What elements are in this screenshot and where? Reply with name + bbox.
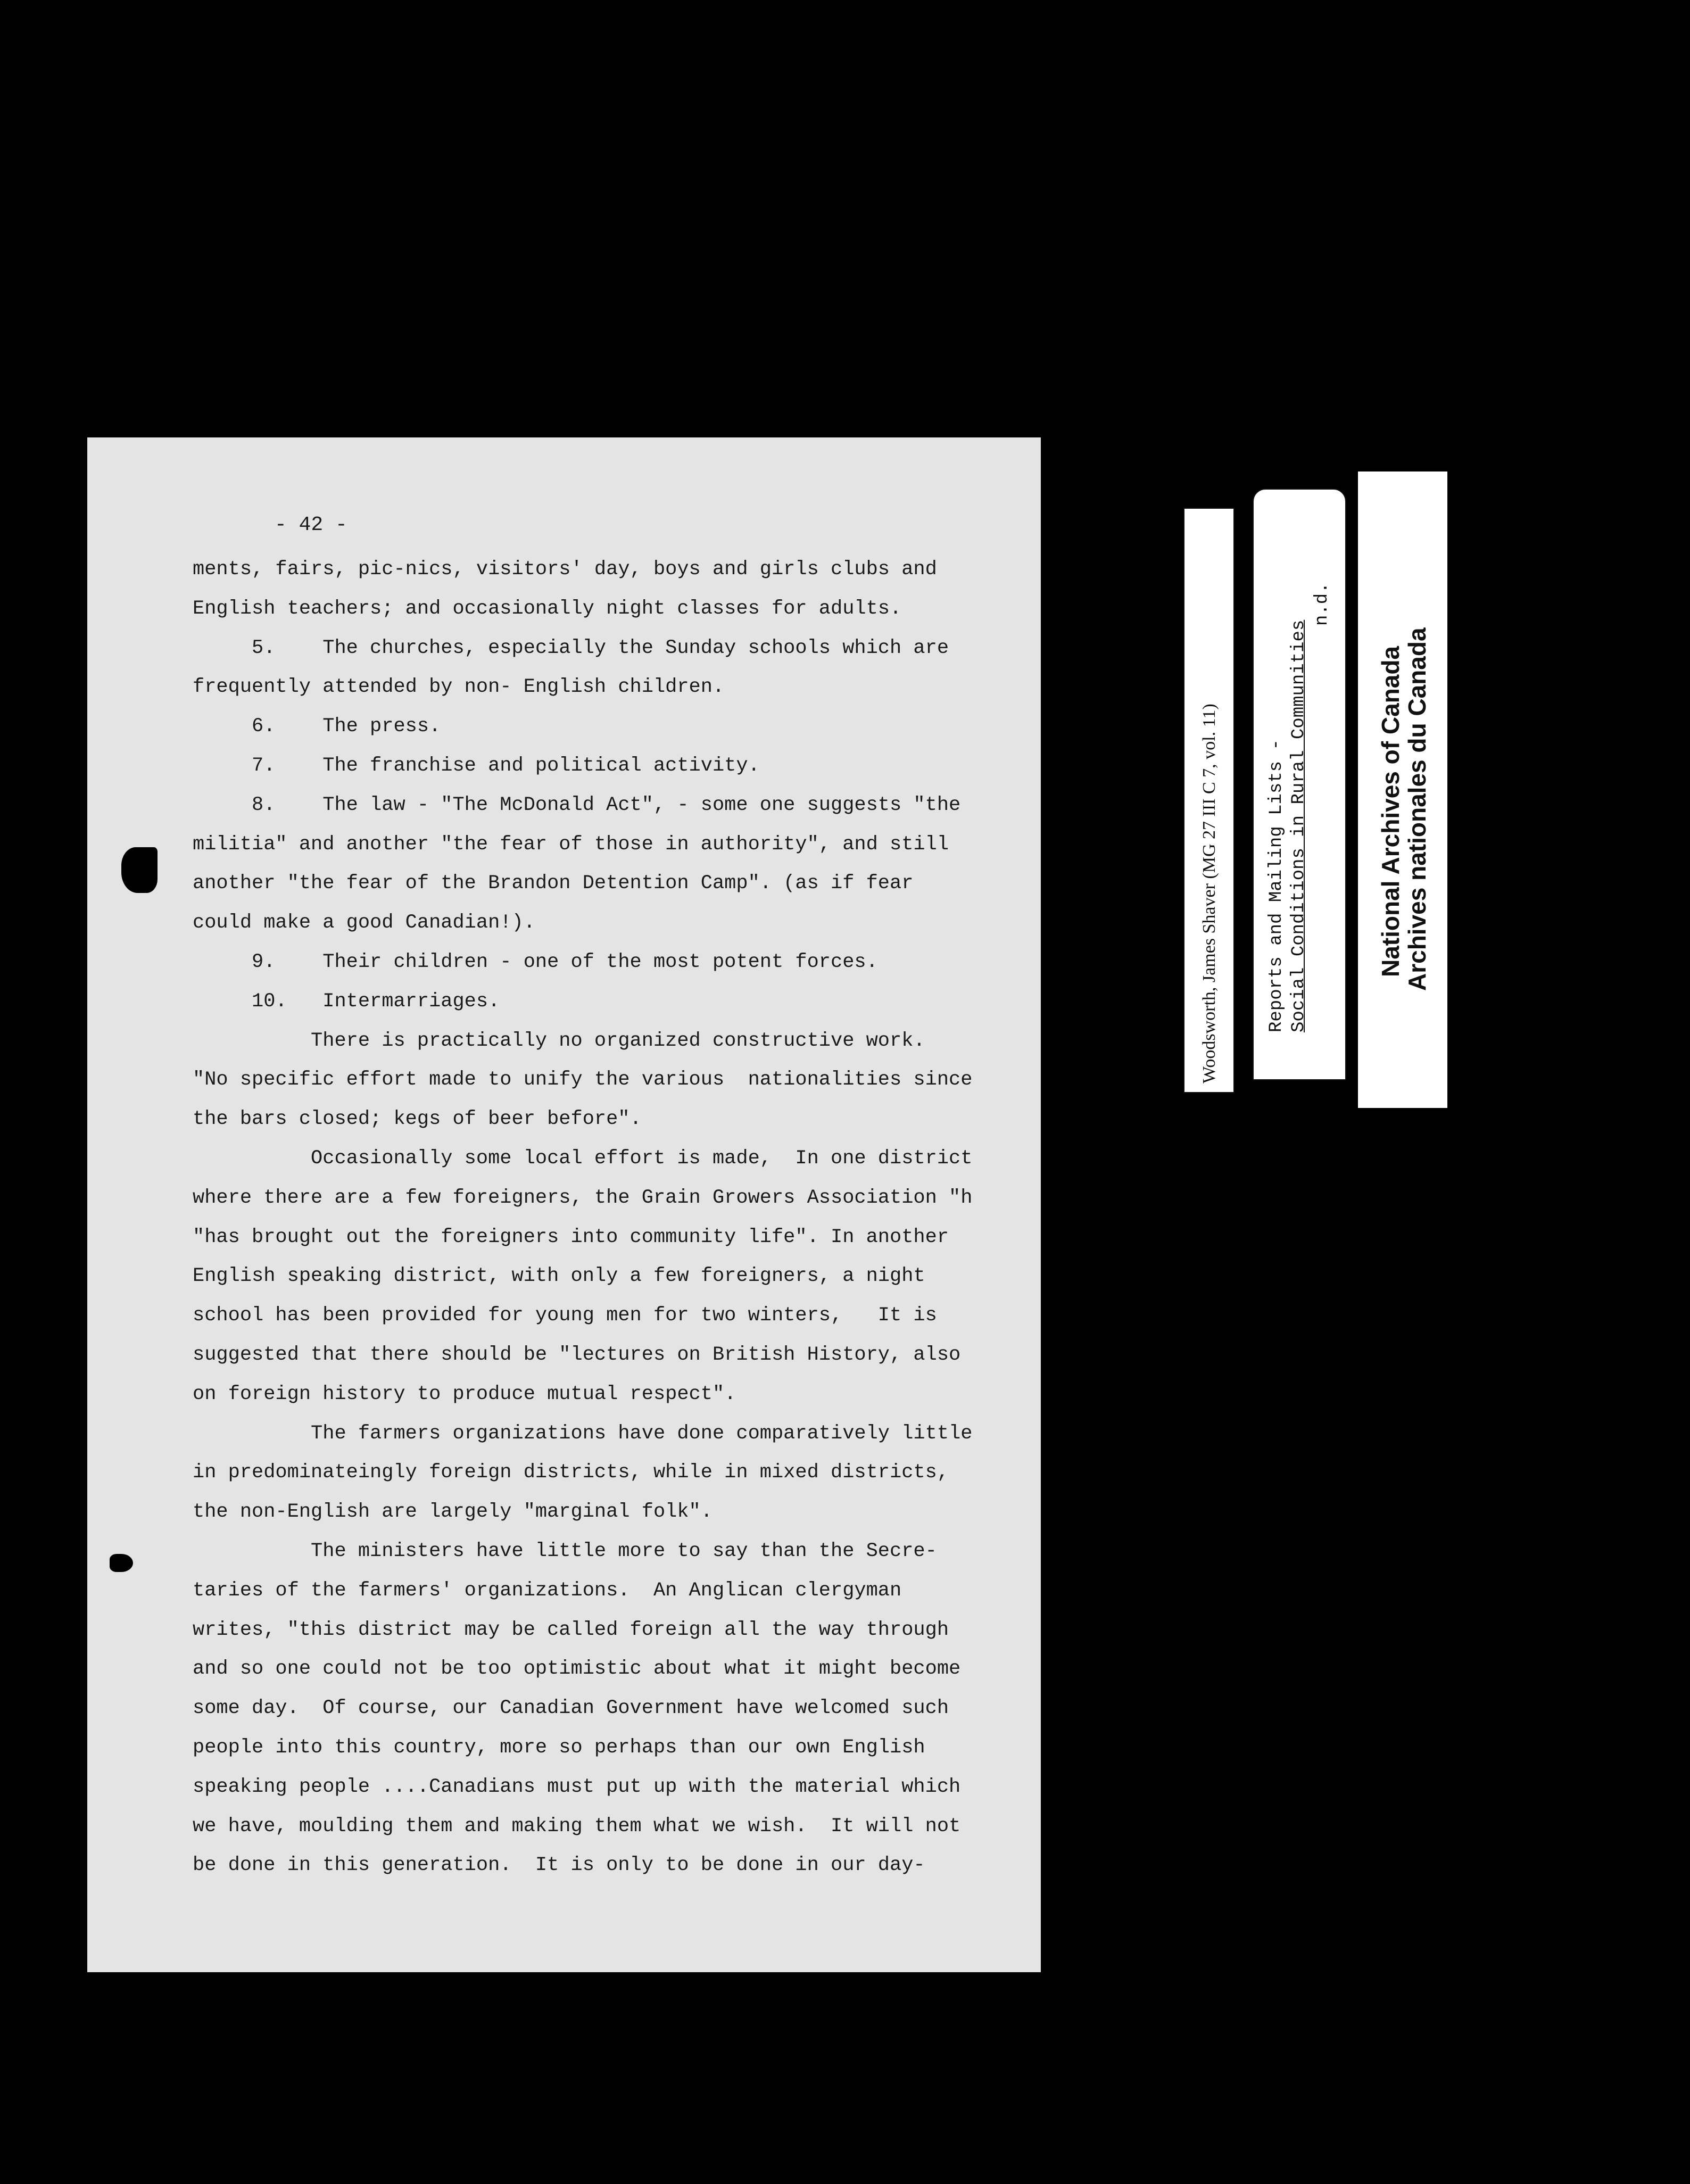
document-page bbox=[87, 437, 1041, 1972]
file-title: Social Conditions in Rural Communities bbox=[1289, 619, 1309, 1032]
text-line: writes, "this district may be called foreign all the way through bbox=[193, 1619, 949, 1641]
archives-name-french: Archives nationales du Canada bbox=[1403, 627, 1431, 991]
text-line: taries of the farmers' organizations. An Anglican clergyman bbox=[193, 1579, 902, 1602]
text-line: another "the fear of the Brandon Detention Camp". (as if fear bbox=[193, 872, 914, 895]
text-line: in predominateingly foreign districts, while in mixed districts, bbox=[193, 1461, 949, 1484]
binder-mark-lower bbox=[110, 1554, 133, 1572]
text-line: "has brought out the foreigners into community life". In another bbox=[193, 1226, 949, 1248]
archives-name-english: National Archives of Canada bbox=[1377, 646, 1404, 977]
text-line: we have, moulding them and making them what we wish. It will not bbox=[193, 1815, 961, 1838]
series-title: Reports and Mailing Lists - bbox=[1266, 739, 1287, 1032]
text-line: where there are a few foreigners, the Grain Growers Association "h bbox=[193, 1187, 973, 1209]
file-number: 11.37 bbox=[1314, 512, 1336, 560]
text-line: speaking people ....Canadians must put up with the material which bbox=[193, 1776, 961, 1798]
text-line: 7. The franchise and political activity. bbox=[193, 755, 760, 777]
text-line: some day. Of course, our Canadian Government have welcomed such bbox=[193, 1697, 949, 1719]
text-line: 8. The law - "The McDonald Act", - some one suggests "the bbox=[193, 794, 961, 816]
text-line: the non-English are largely "marginal folk". bbox=[193, 1501, 713, 1523]
archives-stamp bbox=[1358, 471, 1447, 1108]
text-line: could make a good Canadian!). bbox=[193, 912, 535, 934]
text-line: militia" and another "the fear of those in authority", and still bbox=[193, 833, 949, 856]
binder-mark-upper bbox=[121, 847, 158, 893]
text-line: on foreign history to produce mutual respect". bbox=[193, 1383, 736, 1405]
text-line: people into this country, more so perhaps than our own English bbox=[193, 1736, 925, 1759]
text-line: be done in this generation. It is only to be done in our day- bbox=[193, 1854, 925, 1876]
text-line: The farmers organizations have done comparatively little bbox=[193, 1422, 973, 1445]
collection-reference: Woodsworth, James Shaver (MG 27 III C 7, vol. 11) bbox=[1199, 704, 1219, 1083]
folder-tab bbox=[1253, 489, 1346, 1080]
text-line: suggested that there should be "lectures on British History, also bbox=[193, 1344, 961, 1366]
text-line: 5. The churches, especially the Sunday schools which are bbox=[193, 637, 949, 659]
text-line: 6. The press. bbox=[193, 715, 441, 738]
page-number: - 42 - bbox=[275, 514, 347, 536]
text-line: ments, fairs, pic-nics, visitors' day, boys and girls clubs and bbox=[193, 558, 937, 581]
archive-label bbox=[1183, 508, 1235, 1093]
text-line: and so one could not be too optimistic about what it might become bbox=[193, 1658, 961, 1680]
text-line: 10. Intermarriages. bbox=[193, 990, 500, 1013]
text-line: There is practically no organized constructive work. bbox=[193, 1030, 925, 1052]
text-line: the bars closed; kegs of beer before". bbox=[193, 1108, 642, 1130]
text-line: The ministers have little more to say than the Secre- bbox=[193, 1540, 937, 1562]
text-line: frequently attended by non- English children. bbox=[193, 676, 725, 698]
text-line: school has been provided for young men for two winters, It is bbox=[193, 1304, 937, 1327]
text-line: English teachers; and occasionally night classes for adults. bbox=[193, 598, 902, 620]
text-line: Occasionally some local effort is made, In one district bbox=[193, 1147, 973, 1170]
text-line: 9. Their children - one of the most potent forces. bbox=[193, 951, 878, 973]
file-date: n.d. bbox=[1312, 582, 1332, 626]
text-line: English speaking district, with only a few foreigners, a night bbox=[193, 1265, 925, 1287]
text-line: "No specific effort made to unify the various nationalities since bbox=[193, 1069, 973, 1091]
